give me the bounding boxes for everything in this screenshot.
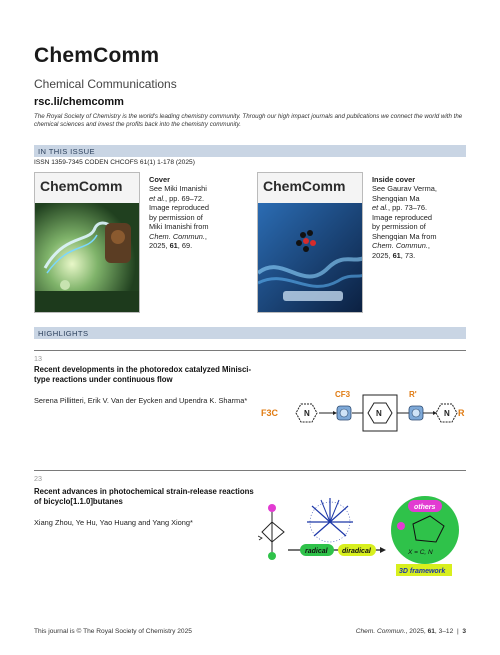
r-radical-label: R' <box>409 390 417 399</box>
in-this-issue-heading: IN THIS ISSUE <box>38 147 95 156</box>
issue-meta: ISSN 1359-7345 CODEN CHCOFS 61(1) 1-178 (2025) <box>34 159 195 166</box>
page-number: 23 <box>34 474 42 483</box>
citation-footer: Chem. Commun., 2025, 61, 3–12 | 3 <box>355 628 466 635</box>
divider <box>34 470 466 471</box>
inside-cover-caption: Inside cover See Gaurav Verma, Shengqian Ma et al., pp. 73–76. Image reproduced by permission of Shengqian Ma from Chem. Commun., 2025, 61, 73. <box>372 175 452 260</box>
cover-logo: ChemComm <box>40 178 123 194</box>
highlights-heading: HIGHLIGHTS <box>38 329 89 338</box>
r-substituent: R <box>458 408 465 418</box>
page-number: 3 <box>462 628 466 635</box>
fireworks-icon <box>307 498 353 542</box>
copyright-footer: This journal is © The Royal Society of Chemistry 2025 <box>34 628 192 635</box>
article-authors: Xiang Zhou, Ye Hu, Yao Huang and Yang Xiong* <box>34 518 193 527</box>
svg-text:N: N <box>376 409 382 418</box>
minisci-scheme-graphic <box>255 382 467 444</box>
mission-statement: The Royal Society of Chemistry is the world's leading chemistry community. Through our high impact journals and publications we connect the world with the chemical sciences and invest the profits back into the chemistry community. <box>34 113 463 129</box>
cover-logo: ChemComm <box>263 178 346 194</box>
front-cover-caption: Cover See Miki Imanishi et al., pp. 69–72. Image reproduced by permission of Miki Imanishi from Chem. Commun., 2025, 61, 69. <box>149 175 229 251</box>
diradical-label: diradical <box>342 548 371 555</box>
page-number: 13 <box>34 354 42 363</box>
photoreactor-icon <box>409 406 423 420</box>
article-title[interactable]: Recent advances in photochemical strain-release reactions of bicyclo[1.1.0]butanes <box>34 487 254 507</box>
framework-label: 3D framework <box>399 568 446 575</box>
article-authors: Serena Pillitteri, Erik V. Van der Eycken and Upendra K. Sharma* <box>34 396 248 405</box>
cover-label: Inside cover <box>372 175 416 184</box>
front-cover-image[interactable] <box>34 172 140 313</box>
inside-cover-image[interactable] <box>257 172 363 313</box>
svg-text:N: N <box>304 409 310 418</box>
article-title[interactable]: Recent developments in the photoredox catalyzed Minisci-type reactions under continuous flow <box>34 365 252 385</box>
highlights-band <box>34 327 466 339</box>
photoreactor-icon <box>337 406 351 420</box>
radical-label: radical <box>305 548 328 555</box>
cf3-radical-label: CF3 <box>335 390 351 399</box>
svg-text:N: N <box>444 409 450 418</box>
bicyclobutane-scheme-graphic <box>258 492 466 584</box>
cf3-substituent: F3C <box>261 408 279 418</box>
journal-subtitle: Chemical Communications <box>34 77 177 91</box>
journal-url[interactable]: rsc.li/chemcomm <box>34 96 124 108</box>
divider <box>34 350 466 351</box>
others-label: others <box>414 504 436 511</box>
cover-label: Cover <box>149 175 170 184</box>
x-cn-label: X = C, N <box>408 549 433 556</box>
in-this-issue-band <box>34 145 466 157</box>
journal-title: ChemComm <box>34 44 160 67</box>
